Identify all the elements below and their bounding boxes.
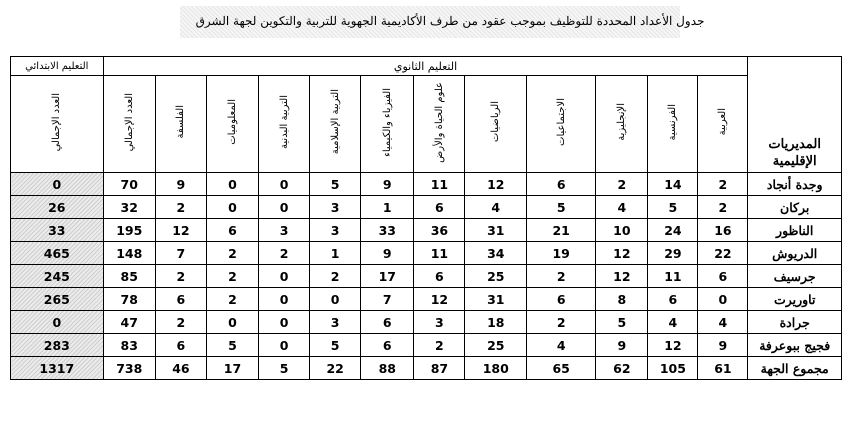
primary-group-header: التعليم الابتدائي bbox=[11, 57, 104, 76]
value-cell: 0 bbox=[206, 196, 258, 219]
row-label: الناظور bbox=[748, 219, 842, 242]
document-title: جدول الأعداد المحددة للتوظيف بموجب عقود من طرف الأكاديمية الجهوية للتربية والتكوين لجهة الشرق bbox=[195, 14, 705, 28]
table-row bbox=[11, 311, 842, 334]
value-cell: 9 bbox=[596, 334, 648, 357]
value-cell: 9 bbox=[698, 334, 748, 357]
value-cell: 61 bbox=[698, 357, 748, 380]
secondary-total-cell: 78 bbox=[103, 288, 155, 311]
recruitment-table bbox=[10, 56, 842, 380]
value-cell: 25 bbox=[465, 265, 527, 288]
value-cell: 3 bbox=[310, 219, 361, 242]
subject-header: علوم الحياة والأرض bbox=[414, 76, 465, 173]
value-cell: 88 bbox=[361, 357, 414, 380]
value-cell: 0 bbox=[206, 311, 258, 334]
value-cell: 5 bbox=[527, 196, 596, 219]
value-cell: 6 bbox=[155, 288, 206, 311]
row-label: الدريوش bbox=[748, 242, 842, 265]
value-cell: 12 bbox=[414, 288, 465, 311]
primary-total-cell: 283 bbox=[11, 334, 104, 357]
primary-total-cell: 26 bbox=[11, 196, 104, 219]
value-cell: 33 bbox=[361, 219, 414, 242]
value-cell: 4 bbox=[698, 311, 748, 334]
value-cell: 65 bbox=[527, 357, 596, 380]
secondary-total-cell: 195 bbox=[103, 219, 155, 242]
value-cell: 5 bbox=[259, 357, 310, 380]
value-cell: 7 bbox=[361, 288, 414, 311]
primary-total-cell: 245 bbox=[11, 265, 104, 288]
subject-header: الفلسفة bbox=[155, 76, 206, 173]
value-cell: 12 bbox=[596, 242, 648, 265]
subject-header: الفيزياء والكيمياء bbox=[361, 76, 414, 173]
primary-total-cell: 1317 bbox=[11, 357, 104, 380]
value-cell: 36 bbox=[414, 219, 465, 242]
value-cell: 2 bbox=[698, 196, 748, 219]
value-cell: 29 bbox=[648, 242, 698, 265]
subject-header: الإنجليزية bbox=[596, 76, 648, 173]
value-cell: 16 bbox=[698, 219, 748, 242]
secondary-total-cell: 32 bbox=[103, 196, 155, 219]
value-cell: 0 bbox=[206, 173, 258, 196]
value-cell: 6 bbox=[361, 334, 414, 357]
value-cell: 6 bbox=[155, 334, 206, 357]
row-label: بركان bbox=[748, 196, 842, 219]
value-cell: 5 bbox=[310, 173, 361, 196]
subject-header: المعلوميات bbox=[206, 76, 258, 173]
value-cell: 2 bbox=[310, 265, 361, 288]
subject-header: الفرنسية bbox=[648, 76, 698, 173]
value-cell: 2 bbox=[155, 311, 206, 334]
value-cell: 2 bbox=[155, 265, 206, 288]
value-cell: 12 bbox=[596, 265, 648, 288]
primary-total-cell: 465 bbox=[11, 242, 104, 265]
value-cell: 12 bbox=[648, 334, 698, 357]
value-cell: 9 bbox=[361, 173, 414, 196]
value-cell: 7 bbox=[155, 242, 206, 265]
table-row bbox=[11, 242, 842, 265]
value-cell: 6 bbox=[698, 265, 748, 288]
value-cell: 9 bbox=[361, 242, 414, 265]
row-label: مجموع الجهة bbox=[748, 357, 842, 380]
value-cell: 6 bbox=[527, 173, 596, 196]
primary-total-header: العدد الإجمالي bbox=[11, 76, 104, 173]
table-row bbox=[11, 173, 842, 196]
table-row bbox=[11, 334, 842, 357]
subject-header: التربية البدنية bbox=[259, 76, 310, 173]
value-cell: 19 bbox=[527, 242, 596, 265]
value-cell: 1 bbox=[361, 196, 414, 219]
value-cell: 5 bbox=[648, 196, 698, 219]
value-cell: 62 bbox=[596, 357, 648, 380]
primary-total-cell: 0 bbox=[11, 311, 104, 334]
secondary-total-cell: 85 bbox=[103, 265, 155, 288]
value-cell: 6 bbox=[361, 311, 414, 334]
value-cell: 0 bbox=[259, 311, 310, 334]
row-header-cell bbox=[748, 57, 842, 173]
value-cell: 46 bbox=[155, 357, 206, 380]
value-cell: 180 bbox=[465, 357, 527, 380]
row-label: جرادة bbox=[748, 311, 842, 334]
value-cell: 11 bbox=[414, 242, 465, 265]
row-label: تاوريرت bbox=[748, 288, 842, 311]
subject-header: العربية bbox=[698, 76, 748, 173]
value-cell: 12 bbox=[465, 173, 527, 196]
table-row bbox=[11, 265, 842, 288]
value-cell: 2 bbox=[206, 242, 258, 265]
subject-header: الاجتماعيات bbox=[527, 76, 596, 173]
value-cell: 22 bbox=[310, 357, 361, 380]
secondary-total-cell: 83 bbox=[103, 334, 155, 357]
secondary-total-cell: 47 bbox=[103, 311, 155, 334]
secondary-group-header: التعليم الثانوي bbox=[103, 57, 748, 76]
value-cell: 5 bbox=[596, 311, 648, 334]
value-cell: 10 bbox=[596, 219, 648, 242]
value-cell: 24 bbox=[648, 219, 698, 242]
row-header-label: المديريات الإقليمية bbox=[768, 137, 821, 169]
table-row bbox=[11, 219, 842, 242]
table-row bbox=[11, 196, 842, 219]
value-cell: 9 bbox=[155, 173, 206, 196]
value-cell: 4 bbox=[527, 334, 596, 357]
value-cell: 0 bbox=[310, 288, 361, 311]
value-cell: 2 bbox=[527, 265, 596, 288]
primary-total-cell: 33 bbox=[11, 219, 104, 242]
value-cell: 21 bbox=[527, 219, 596, 242]
value-cell: 3 bbox=[310, 311, 361, 334]
row-label: فجيج ببوعرفة bbox=[748, 334, 842, 357]
value-cell: 6 bbox=[527, 288, 596, 311]
value-cell: 31 bbox=[465, 219, 527, 242]
value-cell: 0 bbox=[259, 265, 310, 288]
subject-header: الرياضيات bbox=[465, 76, 527, 173]
row-label: جرسيف bbox=[748, 265, 842, 288]
value-cell: 12 bbox=[155, 219, 206, 242]
value-cell: 5 bbox=[206, 334, 258, 357]
value-cell: 3 bbox=[414, 311, 465, 334]
table-row bbox=[11, 288, 842, 311]
value-cell: 1 bbox=[310, 242, 361, 265]
primary-total-cell: 0 bbox=[11, 173, 104, 196]
value-cell: 2 bbox=[206, 288, 258, 311]
value-cell: 2 bbox=[259, 242, 310, 265]
value-cell: 2 bbox=[596, 173, 648, 196]
secondary-total-cell: 738 bbox=[103, 357, 155, 380]
value-cell: 11 bbox=[414, 173, 465, 196]
value-cell: 105 bbox=[648, 357, 698, 380]
secondary-total-header: العدد الإجمالي bbox=[103, 76, 155, 173]
value-cell: 14 bbox=[648, 173, 698, 196]
value-cell: 11 bbox=[648, 265, 698, 288]
subject-header: التربية الإسلامية bbox=[310, 76, 361, 173]
value-cell: 31 bbox=[465, 288, 527, 311]
value-cell: 0 bbox=[698, 288, 748, 311]
primary-total-cell: 265 bbox=[11, 288, 104, 311]
value-cell: 8 bbox=[596, 288, 648, 311]
value-cell: 3 bbox=[259, 219, 310, 242]
value-cell: 4 bbox=[465, 196, 527, 219]
value-cell: 2 bbox=[414, 334, 465, 357]
value-cell: 3 bbox=[310, 196, 361, 219]
value-cell: 0 bbox=[259, 173, 310, 196]
value-cell: 17 bbox=[206, 357, 258, 380]
value-cell: 0 bbox=[259, 334, 310, 357]
value-cell: 25 bbox=[465, 334, 527, 357]
table-body bbox=[11, 173, 842, 380]
total-row bbox=[11, 357, 842, 380]
value-cell: 6 bbox=[206, 219, 258, 242]
value-cell: 2 bbox=[206, 265, 258, 288]
value-cell: 34 bbox=[465, 242, 527, 265]
value-cell: 17 bbox=[361, 265, 414, 288]
value-cell: 18 bbox=[465, 311, 527, 334]
value-cell: 0 bbox=[259, 288, 310, 311]
secondary-total-cell: 148 bbox=[103, 242, 155, 265]
value-cell: 87 bbox=[414, 357, 465, 380]
value-cell: 22 bbox=[698, 242, 748, 265]
value-cell: 6 bbox=[414, 196, 465, 219]
row-label: وجدة أنجاد bbox=[748, 173, 842, 196]
value-cell: 4 bbox=[648, 311, 698, 334]
value-cell: 2 bbox=[698, 173, 748, 196]
value-cell: 4 bbox=[596, 196, 648, 219]
value-cell: 2 bbox=[155, 196, 206, 219]
value-cell: 2 bbox=[527, 311, 596, 334]
value-cell: 5 bbox=[310, 334, 361, 357]
value-cell: 6 bbox=[414, 265, 465, 288]
value-cell: 6 bbox=[648, 288, 698, 311]
secondary-total-cell: 70 bbox=[103, 173, 155, 196]
value-cell: 0 bbox=[259, 196, 310, 219]
